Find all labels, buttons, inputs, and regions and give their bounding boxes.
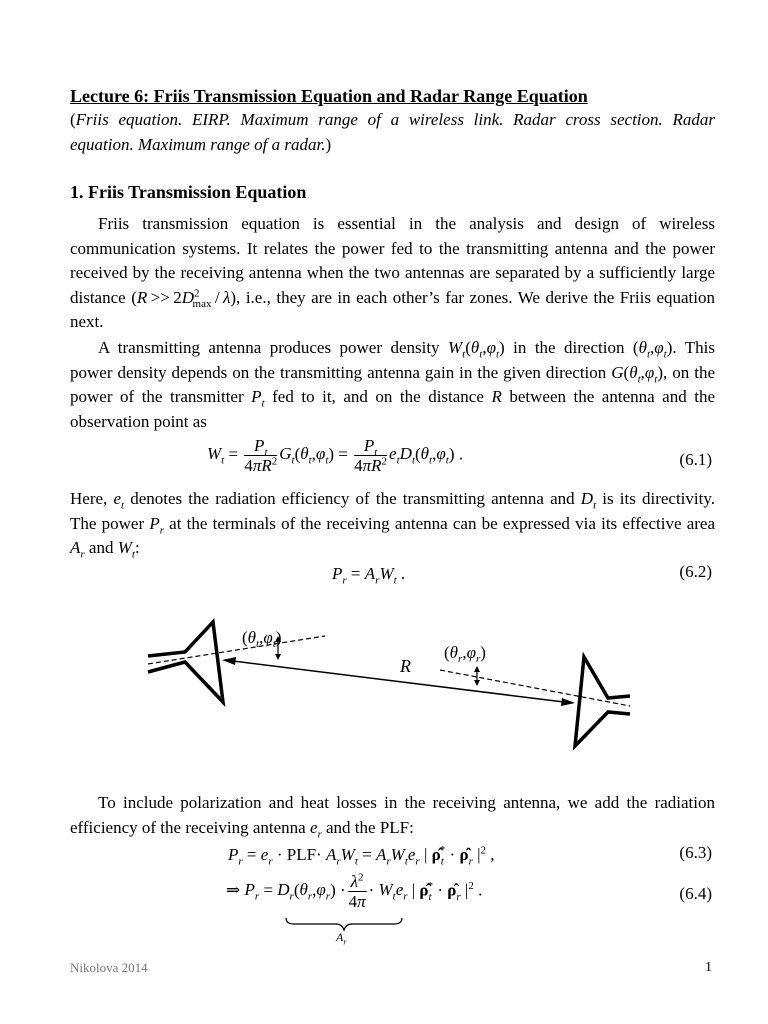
equation-6-1: $W_t$ = $\frac{P_t}{4\pi R^2}$ $G_t(\theta_t,\varphi_t)$ = $\frac{P_t}{4\pi R^2}$ $e_tD_t(\theta_t,\varphi_t)$ . bbox=[207, 436, 463, 475]
section-title: 1. Friis Transmission Equation bbox=[70, 182, 307, 202]
equation-6-2-number: (6.2) bbox=[679, 562, 712, 581]
footer-author: Nikolova 2014 bbox=[70, 960, 148, 975]
distance-line bbox=[225, 660, 572, 703]
equation-6-3-number: (6.3) bbox=[679, 843, 712, 862]
equation-6-3: $P_r = e_r \cdot PLF\cdot A_rW_t = A_rW_te_r$ | $\rhô_t^*$ · $\rhô_r$ $|^2$ , bbox=[228, 844, 495, 868]
page-number: 1 bbox=[705, 960, 712, 975]
paragraph-3: Here, $e_t$ denotes the radiation efficiency of the transmitting antenna and $D_t$ is its directivity. The power $P_r$ at the terminals of the receiving antenna can be expressed via its effective area $A_r$ and $W_t$: bbox=[70, 489, 716, 561]
paragraph-1: Friis transmission equation is essential in the analysis and design of wireless communication systems. It relates the power fed to the transmitting antenna and the power received by the receiving antenna when the two antennas are separated by a sufficiently large distance $(R >> 2D^2_{max} / \lambda)$, i.e., they are in each other’s far zones. We derive the Friis equation next. bbox=[70, 214, 715, 332]
equation-6-2: $P_r = A_rW_t$ . bbox=[332, 564, 406, 587]
paragraph-4: To include polarization and heat losses in the receiving antenna, we add the radiation efficiency of the receiving antenna $e_r$ and the PLF: bbox=[70, 793, 715, 840]
equation-6-1-number: (6.1) bbox=[679, 450, 712, 469]
paragraph-2: A transmitting antenna produces power density $W_t(\theta_t,\varphi_t)$ in the direction $(\theta_t,\varphi_t)$. This power density depends on the transmitting antenna gain in the given direction $G(\theta_t,\varphi_t)$, on the power of the transmitter $P_t$ fed to it, and on the distance R between the antenna and the observation point as bbox=[70, 338, 716, 431]
distance-label: R bbox=[400, 656, 411, 676]
arrow-rx-icon bbox=[561, 698, 575, 706]
lecture-title: Lecture 6: Friis Transmission Equation and Radar Range Equation bbox=[70, 86, 588, 106]
arrow-tx-icon bbox=[222, 657, 236, 665]
tx-boresight-dashed-line bbox=[148, 636, 325, 664]
equation-6-4-number: (6.4) bbox=[679, 884, 712, 903]
tx-angle-label: $(\theta_t,\varphi_t)$ bbox=[242, 628, 282, 650]
equation-6-4: ⇒ $P_r = D_r(\theta_r,\varphi_r)$ · $\frac{\lambda^2}{4\pi}$ · $W_te_r$ | $\rhô_t^*$ · $\rhô_r$ $|^2$ . bbox=[226, 871, 483, 911]
rx-angle-label: $(\theta_r,\varphi_r)$ bbox=[444, 643, 486, 665]
underbrace-label: $A_r$ bbox=[336, 930, 347, 947]
antenna-link-figure bbox=[0, 610, 768, 760]
receiving-antenna-icon bbox=[575, 657, 630, 746]
lecture-subtitle: (Friis equation. EIRP. Maximum range of a wireless link. Radar cross section. Radar equation. Maximum range of a radar.) bbox=[70, 110, 715, 154]
